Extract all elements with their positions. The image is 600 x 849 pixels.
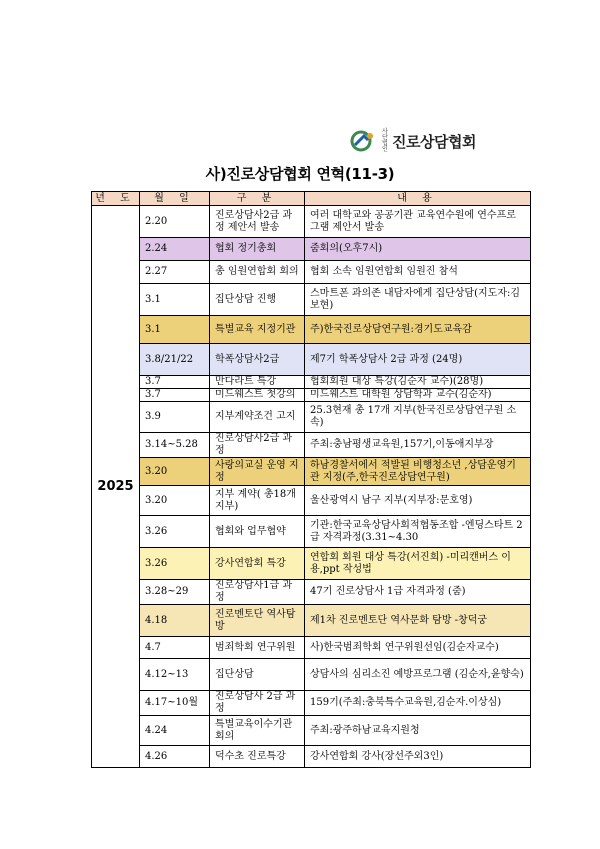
header-category: 구 분 bbox=[210, 192, 305, 206]
date-cell: 3.14~5.28 bbox=[140, 433, 210, 458]
date-cell: 4.17~10월 bbox=[140, 691, 210, 716]
category-cell: 특별교육 지정기관 bbox=[210, 316, 305, 344]
content-cell: 미드웨스트 대학원 상담학과 교수(김순자) bbox=[305, 389, 531, 402]
category-cell: 강사연합회 특강 bbox=[210, 548, 305, 580]
date-cell: 2.20 bbox=[140, 206, 210, 238]
date-cell: 3.28~29 bbox=[140, 580, 210, 605]
category-cell: 특별교육이수기관 회의 bbox=[210, 716, 305, 746]
content-cell: 주최:광주하남교육지원청 bbox=[305, 716, 531, 746]
table-header-row bbox=[92, 192, 531, 206]
content-cell: 연합회 회원 대상 특강(서진희) -미리캔버스 이용,ppt 작성법 bbox=[305, 548, 531, 580]
category-cell: 만다라트 특강 bbox=[210, 376, 305, 389]
category-cell: 협회와 업무협약 bbox=[210, 516, 305, 548]
history-table bbox=[91, 191, 531, 768]
table-row bbox=[92, 548, 531, 580]
table-row bbox=[92, 605, 531, 637]
table-row bbox=[92, 746, 531, 768]
category-cell: 범죄학회 연구위원 bbox=[210, 637, 305, 659]
category-cell: 협회 정기총회 bbox=[210, 238, 305, 261]
category-cell: 미드웨스트 첫강의 bbox=[210, 389, 305, 402]
content-cell: 스마트폰 과의존 내담자에게 집단상담(지도자:김보현) bbox=[305, 284, 531, 316]
logo-name: 진로상담협회 bbox=[392, 132, 476, 151]
table-row bbox=[92, 659, 531, 691]
content-cell: 하남경찰서에서 적발된 비행청소년 ,상담운영기관 지정(주,한국진로상담연구원) bbox=[305, 458, 531, 486]
date-cell: 3.20 bbox=[140, 458, 210, 486]
content-cell: 기관:한국교육상담사회적협동조합 -엔딩스타트 2급 자격과정(3.31~4.30 bbox=[305, 516, 531, 548]
date-cell: 3.1 bbox=[140, 284, 210, 316]
category-cell: 진로상담사2급 과정 제안서 발송 bbox=[210, 206, 305, 238]
content-cell: 주최:충남평생교육원,157기,이동애지부장 bbox=[305, 433, 531, 458]
date-cell: 4.12~13 bbox=[140, 659, 210, 691]
category-cell: 총 임원연합회 회의 bbox=[210, 261, 305, 284]
date-cell: 3.7 bbox=[140, 376, 210, 389]
table-row bbox=[92, 284, 531, 316]
date-cell: 4.18 bbox=[140, 605, 210, 637]
category-cell: 집단상담 bbox=[210, 659, 305, 691]
content-cell: 협회회원 대상 특강(김순자 교수)(28명) bbox=[305, 376, 531, 389]
date-cell: 3.20 bbox=[140, 486, 210, 516]
category-cell: 지부계약조건 고지 bbox=[210, 402, 305, 433]
table-row bbox=[92, 433, 531, 458]
content-cell: 25.3현재 총 17개 지부(한국진로상담연구원 소속) bbox=[305, 402, 531, 433]
date-cell: 3.9 bbox=[140, 402, 210, 433]
content-cell: 여러 대학교와 공공기관 교육연수원에 연수프로그램 제안서 발송 bbox=[305, 206, 531, 238]
table-row bbox=[92, 580, 531, 605]
header-year: 년 도 bbox=[92, 192, 140, 206]
content-cell: 강사연합회 강사(장선주외3인) bbox=[305, 746, 531, 768]
header-content: 내 용 bbox=[305, 192, 531, 206]
date-cell: 3.8/21/22 bbox=[140, 344, 210, 376]
content-cell: 줌회의(오후7시) bbox=[305, 238, 531, 261]
date-cell: 3.7 bbox=[140, 389, 210, 402]
date-cell: 4.24 bbox=[140, 716, 210, 746]
page-title: 사)진로상담협회 연혁(11-3) bbox=[205, 165, 395, 183]
content-cell: 주)한국진로상담연구원:경기도교육감 bbox=[305, 316, 531, 344]
table-row bbox=[92, 261, 531, 284]
category-cell: 진로상담사2급 과정 bbox=[210, 433, 305, 458]
table-row bbox=[92, 458, 531, 486]
category-cell: 학폭상담사2급 bbox=[210, 344, 305, 376]
content-cell: 제1차 진로멘토단 역사문화 탐방 -창덕궁 bbox=[305, 605, 531, 637]
year-cell: 2025 bbox=[92, 206, 140, 768]
category-cell: 진로상담사1급 과정 bbox=[210, 580, 305, 605]
table-row bbox=[92, 716, 531, 746]
date-cell: 2.27 bbox=[140, 261, 210, 284]
table-row bbox=[92, 389, 531, 402]
logo-small-text: 사단법인 bbox=[382, 128, 388, 153]
date-cell: 3.26 bbox=[140, 516, 210, 548]
table-row bbox=[92, 344, 531, 376]
date-cell: 4.26 bbox=[140, 746, 210, 768]
table-row bbox=[92, 516, 531, 548]
content-cell: 협회 소속 임원연합회 임원진 참석 bbox=[305, 261, 531, 284]
date-cell: 3.26 bbox=[140, 548, 210, 580]
category-cell: 사랑의교실 운영 지정 bbox=[210, 458, 305, 486]
category-cell: 진로상담사 2급 과정 bbox=[210, 691, 305, 716]
table-row bbox=[92, 691, 531, 716]
header-date: 월 일 bbox=[140, 192, 210, 206]
content-cell: 울산광역시 남구 지부(지부장:문호영) bbox=[305, 486, 531, 516]
association-logo bbox=[350, 128, 476, 154]
table-row bbox=[92, 376, 531, 389]
date-cell: 2.24 bbox=[140, 238, 210, 261]
table-row bbox=[92, 486, 531, 516]
content-cell: 159기(주최:충북특수교육원,김순자.이상심) bbox=[305, 691, 531, 716]
category-cell: 덕수초 진로특강 bbox=[210, 746, 305, 768]
table-row bbox=[92, 637, 531, 659]
table-row bbox=[92, 238, 531, 261]
content-cell: 상담사의 심리소진 예방프로그램 (김순자,윤향숙) bbox=[305, 659, 531, 691]
category-cell: 집단상담 진행 bbox=[210, 284, 305, 316]
category-cell: 지부 계약( 총18개 지부) bbox=[210, 486, 305, 516]
date-cell: 3.1 bbox=[140, 316, 210, 344]
logo-emblem-icon bbox=[350, 130, 378, 152]
table-row bbox=[92, 316, 531, 344]
date-cell: 4.7 bbox=[140, 637, 210, 659]
table-row bbox=[92, 206, 531, 238]
content-cell: 47기 진로상담사 1급 자격과정 (줌) bbox=[305, 580, 531, 605]
category-cell: 진로멘토단 역사탐방 bbox=[210, 605, 305, 637]
content-cell: 제7기 학폭상담사 2급 과정 (24명) bbox=[305, 344, 531, 376]
content-cell: 사)한국범죄학회 연구위원선임(김순자교수) bbox=[305, 637, 531, 659]
table-row bbox=[92, 402, 531, 433]
